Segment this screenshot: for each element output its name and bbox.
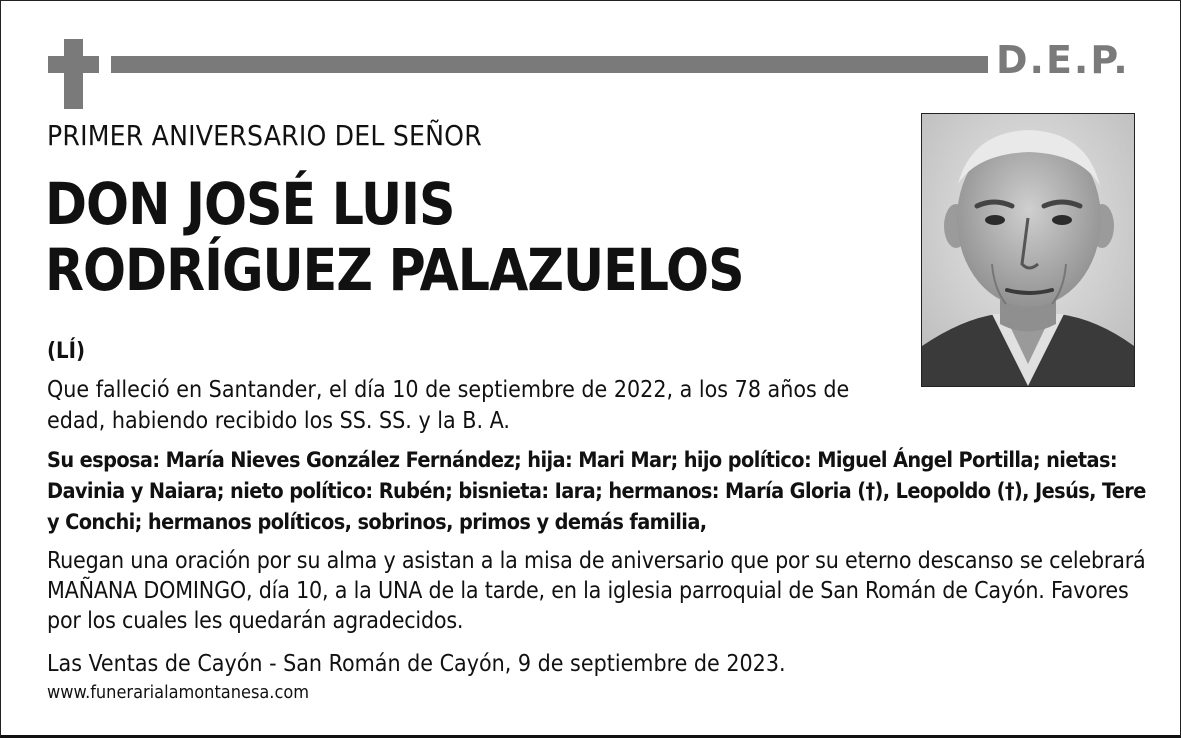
family-list: Su esposa: María Nieves González Fernández; hija: Mari Mar; hijo político: Miguel Ángel Portilla; nietas: Davinia y Naiara; nieto político: Rubén; bisnieta: Iara; hermanos: María Gloria (†), Leopoldo (†), Jesús, Tere y Conchi; hermanos políticos, sobrinos, primos y demás familia, xyxy=(47,448,1146,535)
deceased-name-line1: DON JOSÉ LUIS xyxy=(45,170,455,238)
deceased-portrait xyxy=(921,113,1135,387)
nickname: (LÍ) xyxy=(47,339,86,364)
cross-vertical-bar xyxy=(64,39,83,109)
place-date: Las Ventas de Cayón - San Román de Cayón, 9 de septiembre de 2023. xyxy=(47,651,786,677)
dep-label: D.E.P. xyxy=(996,38,1130,82)
header-rule xyxy=(111,56,988,73)
anniversary-subtitle: PRIMER ANIVERSARIO DEL SEÑOR xyxy=(47,119,482,152)
deceased-name xyxy=(45,171,744,303)
cross-horizontal-bar xyxy=(48,56,99,73)
portrait-illustration xyxy=(922,114,1134,386)
deceased-name-line2: RODRÍGUEZ PALAZUELOS xyxy=(45,236,744,304)
death-notice: Que falleció en Santander, el día 10 de septiembre de 2022, a los 78 años de edad, habiendo recibido los SS. SS. y la B. A. xyxy=(47,377,850,434)
mass-notice: Ruegan una oración por su alma y asistan a la misa de aniversario que por su eterno descanso se celebrará MAÑANA DOMINGO, día 10, a la UNA de la tarde, en la iglesia parroquial de San Román de Cayón. Favores por los cuales les quedarán agradecidos. xyxy=(47,548,1146,634)
website-link[interactable]: www.funerarialamontanesa.com xyxy=(47,682,310,703)
